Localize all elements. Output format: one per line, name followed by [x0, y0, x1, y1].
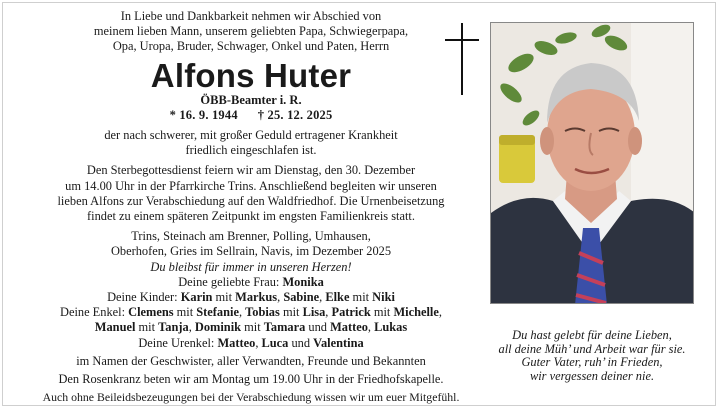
deceased-name: Alfons Huter — [150, 56, 352, 94]
grandchildren-label: Deine Enkel: — [60, 305, 129, 320]
places-line-2: Oberhofen, Gries im Sellrain, Navis, im Dezember 2025 — [110, 244, 392, 259]
grandchild-name: Patrick — [331, 305, 371, 320]
grandchild-name: Clemens — [128, 305, 174, 320]
verse-line-4: wir vergessen deiner nie. — [529, 368, 655, 383]
child-partner: Niki — [372, 290, 395, 305]
motto: Du bleibst für immer in unseren Herzen! — [150, 259, 352, 274]
connector-mit: mit — [349, 290, 373, 305]
grandchild-partner: Tanja — [158, 320, 189, 335]
places-line-1: Trins, Steinach am Brenner, Polling, Umhausen, — [131, 229, 371, 244]
child-name: Sabine — [283, 290, 320, 305]
connector-mit: mit — [370, 305, 394, 320]
connector-und: und — [305, 320, 331, 335]
great-grandchildren-label: Deine Urenkel: — [138, 335, 218, 350]
verse-line-2: all deine Müh’ und Arbeit war für sie. — [498, 341, 686, 356]
grandchild-partner: Lisa — [302, 305, 326, 320]
passing-line-1: der nach schwerer, mit großer Geduld ertragener Krankheit — [104, 128, 398, 143]
verse-line-1: Du hast gelebt für deine Lieben, — [512, 328, 672, 342]
grandchild-partner: Stefanie — [196, 305, 239, 320]
great-grandchildren-line: Deine Urenkel: Matteo, Luca und Valentina — [138, 335, 364, 350]
service-line-2: um 14.00 Uhr in der Pfarrkirche Trins. Anschließend begleiten wir unseren — [65, 178, 437, 193]
grandchild-partner: Michelle — [393, 305, 439, 320]
connector-mit: mit — [279, 305, 303, 320]
connector-mit: mit — [135, 320, 159, 335]
grandchild-name: Matteo — [330, 320, 368, 335]
connector-mit: mit — [212, 290, 236, 305]
child-partner: Markus — [235, 290, 278, 305]
grandchild-name: Tobias — [245, 305, 280, 320]
connector-und: und — [288, 335, 314, 350]
grandchild-name: Dominik — [194, 320, 242, 335]
wife-name: Monika — [282, 274, 324, 289]
child-name: Karin — [180, 290, 213, 305]
grandchildren-line-1: Deine Enkel: Clemens mit Stefanie, Tobias mit Lisa, Patrick mit Michelle, — [60, 305, 442, 320]
great-grandchild-name: Luca — [261, 335, 289, 350]
intro-line-3: Opa, Uropa, Bruder, Schwager, Onkel und Paten, Herrn — [112, 39, 390, 54]
great-grandchild-name: Matteo — [217, 335, 256, 350]
service-line-1: Den Sterbegottesdienst feiern wir am Dienstag, den 30. Dezember — [86, 163, 416, 178]
intro-line-2: meinem lieben Mann, unserem geliebten Papa, Schwiegerpapa, — [93, 24, 409, 39]
siblings-line: im Namen der Geschwister, aller Verwandten, Freunde und Bekannten — [76, 353, 426, 368]
great-grandchild-name: Valentina — [313, 335, 364, 350]
child-name: Elke — [325, 290, 350, 305]
birth-date: * 16. 9. 1944 — [169, 107, 238, 122]
intro-line-1: In Liebe und Dankbarkeit nehmen wir Abschied von — [120, 9, 382, 23]
service-line-3: lieben Alfons zur Verabschiedung auf den Waldfriedhof. Die Urnenbeisetzung — [57, 193, 445, 208]
wife-line — [11, 275, 491, 290]
death-date: † 25. 12. 2025 — [257, 107, 333, 122]
cross-icon — [445, 23, 479, 95]
profession: ÖBB-Beamter i. R. — [200, 92, 302, 107]
rosary-line: Den Rosenkranz beten wir am Montag um 19.00 Uhr in der Friedhofskapelle. — [58, 372, 444, 387]
portrait-illustration — [491, 23, 694, 304]
connector-mit: mit — [173, 305, 197, 320]
grandchild-name: Lukas — [374, 320, 408, 335]
children-label: Deine Kinder: — [107, 290, 181, 305]
verse-line-3: Guter Vater, ruh’ in Frieden, — [521, 355, 663, 370]
grandchild-partner: Tamara — [263, 320, 306, 335]
passing-line-2: friedlich eingeschlafen ist. — [185, 143, 317, 158]
wife-label: Deine geliebte Frau: — [178, 274, 283, 289]
obituary-card — [2, 2, 716, 406]
condolences-line: Auch ohne Beileidsbezeugungen bei der Verabschiedung wissen wir um euer Mitgefühl. — [42, 390, 460, 405]
portrait-photo — [490, 22, 694, 304]
service-line-4: findet zu einem späteren Zeitpunkt im engsten Familienkreis statt. — [87, 209, 415, 224]
grandchild-name: Manuel — [94, 320, 136, 335]
grandchildren-line-2: Manuel mit Tanja, Dominik mit Tamara und Matteo, Lukas — [94, 320, 408, 335]
connector-mit: mit — [241, 320, 264, 335]
obituary-text — [11, 9, 491, 405]
memorial-verse — [489, 329, 695, 383]
life-dates — [11, 108, 491, 123]
children-line: Deine Kinder: Karin mit Markus, Sabine, Elke mit Niki — [107, 290, 395, 305]
